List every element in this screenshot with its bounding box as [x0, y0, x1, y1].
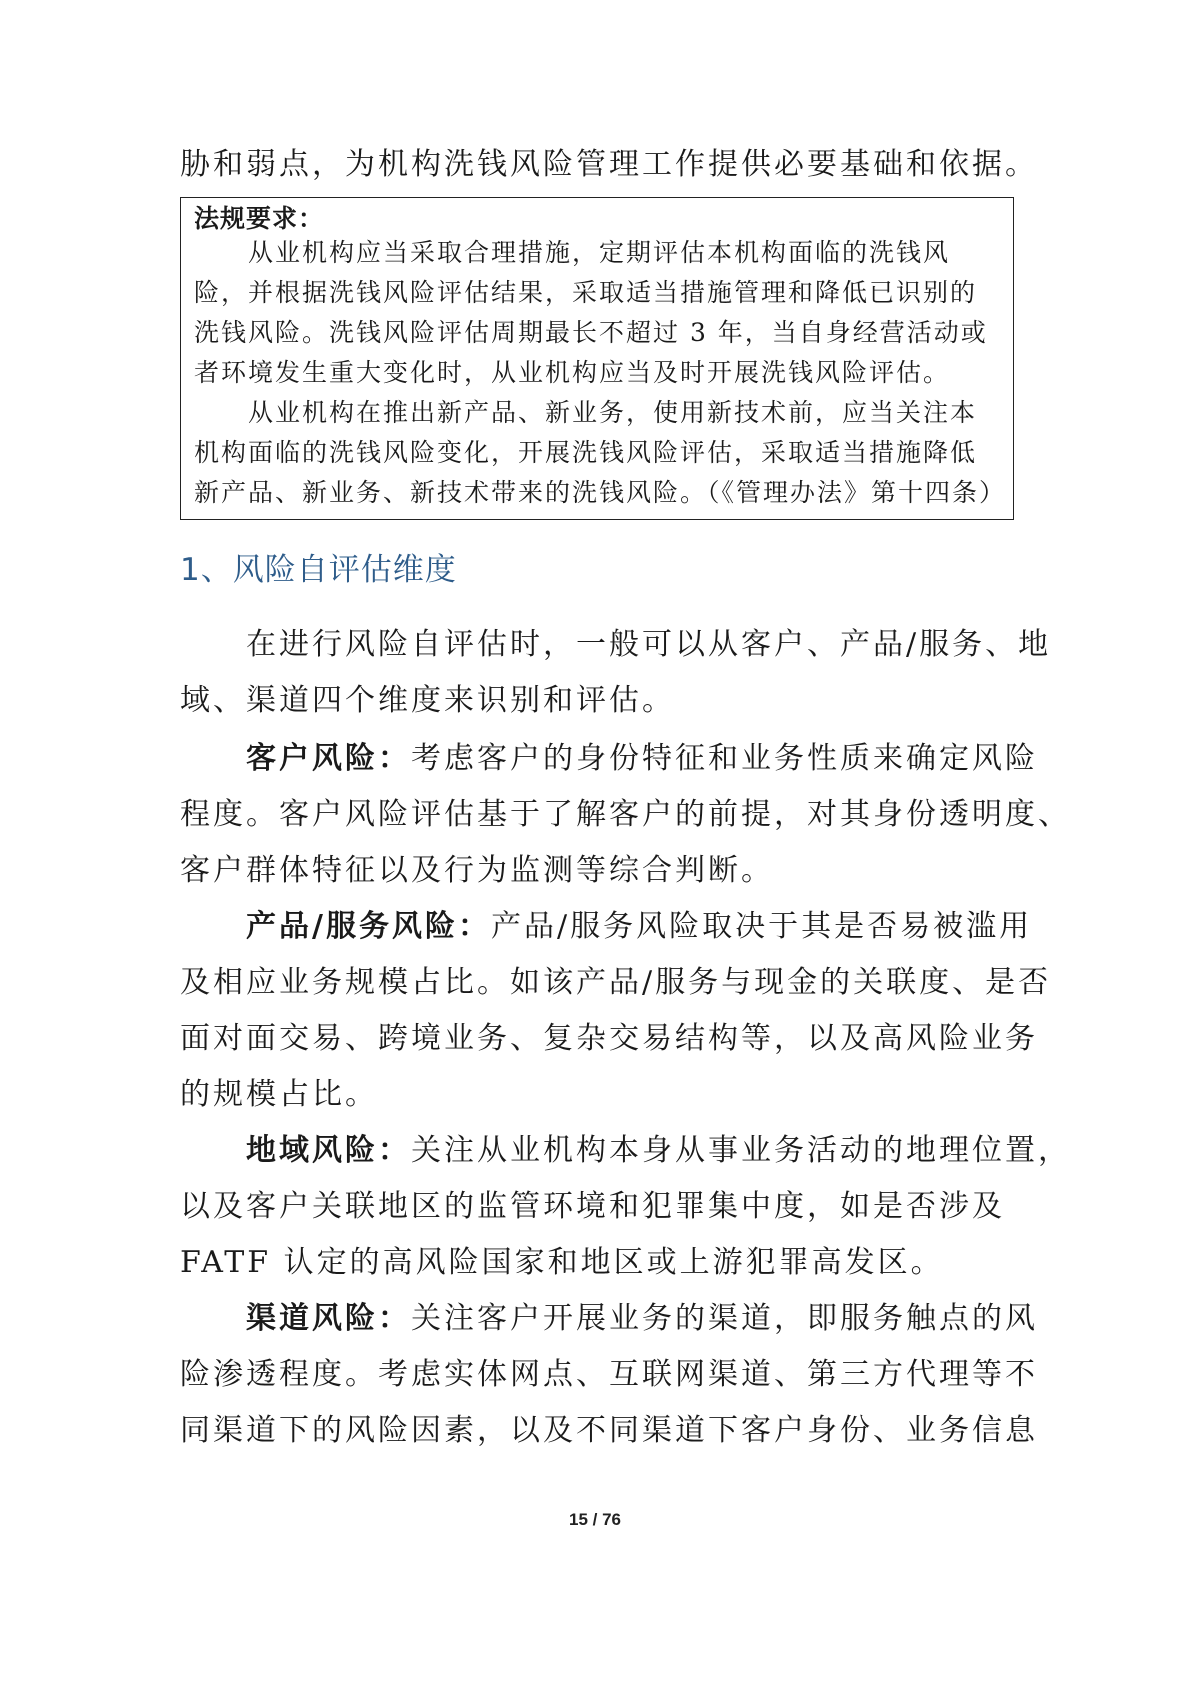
- regulation-line: 险，并根据洗钱风险评估结果，采取适当措施管理和降低已识别的: [194, 278, 978, 307]
- page-number: 15 / 76: [569, 1510, 621, 1529]
- customer-risk-line: 程度。客户风险评估基于了解客户的前提，对其身份透明度、: [180, 797, 1071, 832]
- geographic-risk-line: 地域风险：关注从业机构本身从事业务活动的地理位置，: [246, 1133, 1071, 1168]
- regulation-line: 从业机构在推出新产品、新业务，使用新技术前，应当关注本: [194, 398, 978, 427]
- geographic-risk-label: 地域风险：: [246, 1133, 411, 1168]
- product-risk-line: 面对面交易、跨境业务、复杂交易结构等，以及高风险业务: [180, 1021, 1038, 1056]
- regulation-box-title: 法规要求：: [194, 204, 325, 233]
- regulation-line: 者环境发生重大变化时，从业机构应当及时开展洗钱风险评估。: [194, 358, 951, 387]
- geographic-risk-line: FATF 认定的高风险国家和地区或上游犯罪高发区。: [180, 1245, 944, 1280]
- channel-risk-label: 渠道风险：: [246, 1301, 411, 1336]
- product-risk-line: 及相应业务规模占比。如该产品/服务与现金的关联度、是否: [180, 965, 1052, 1000]
- regulation-line: 机构面临的洗钱风险变化，开展洗钱风险评估，采取适当措施降低: [194, 438, 978, 467]
- regulation-line: 洗钱风险。洗钱风险评估周期最长不超过 3 年，当自身经营活动或: [194, 318, 988, 347]
- product-risk-line: 产品/服务风险：产品/服务风险取决于其是否易被滥用: [246, 909, 1033, 944]
- regulation-line: 新产品、新业务、新技术带来的洗钱风险。（《管理办法》第十四条）: [194, 478, 1007, 507]
- product-risk-line: 的规模占比。: [180, 1077, 378, 1112]
- intro-paragraph-line: 域、渠道四个维度来识别和评估。: [180, 683, 675, 718]
- customer-risk-label: 客户风险：: [246, 741, 411, 776]
- customer-risk-line: 客户风险：考虑客户的身份特征和业务性质来确定风险: [246, 741, 1038, 776]
- channel-risk-line: 险渗透程度。考虑实体网点、互联网渠道、第三方代理等不: [180, 1357, 1038, 1392]
- section-heading: 1、风险自评估维度: [180, 552, 457, 588]
- regulation-box: [180, 197, 1014, 520]
- geographic-risk-line: 以及客户关联地区的监管环境和犯罪集中度，如是否涉及: [180, 1189, 1005, 1224]
- regulation-line: 从业机构应当采取合理措施，定期评估本机构面临的洗钱风: [194, 238, 951, 267]
- channel-risk-line: 渠道风险：关注客户开展业务的渠道，即服务触点的风: [246, 1301, 1038, 1336]
- product-risk-label: 产品/服务风险：: [246, 909, 491, 944]
- customer-risk-line: 客户群体特征以及行为监测等综合判断。: [180, 853, 774, 888]
- intro-tail-text: 胁和弱点，为机构洗钱风险管理工作提供必要基础和依据。: [180, 147, 1038, 182]
- channel-risk-line: 同渠道下的风险因素，以及不同渠道下客户身份、业务信息: [180, 1413, 1038, 1448]
- intro-paragraph-line: 在进行风险自评估时，一般可以从客户、产品/服务、地: [180, 627, 1052, 662]
